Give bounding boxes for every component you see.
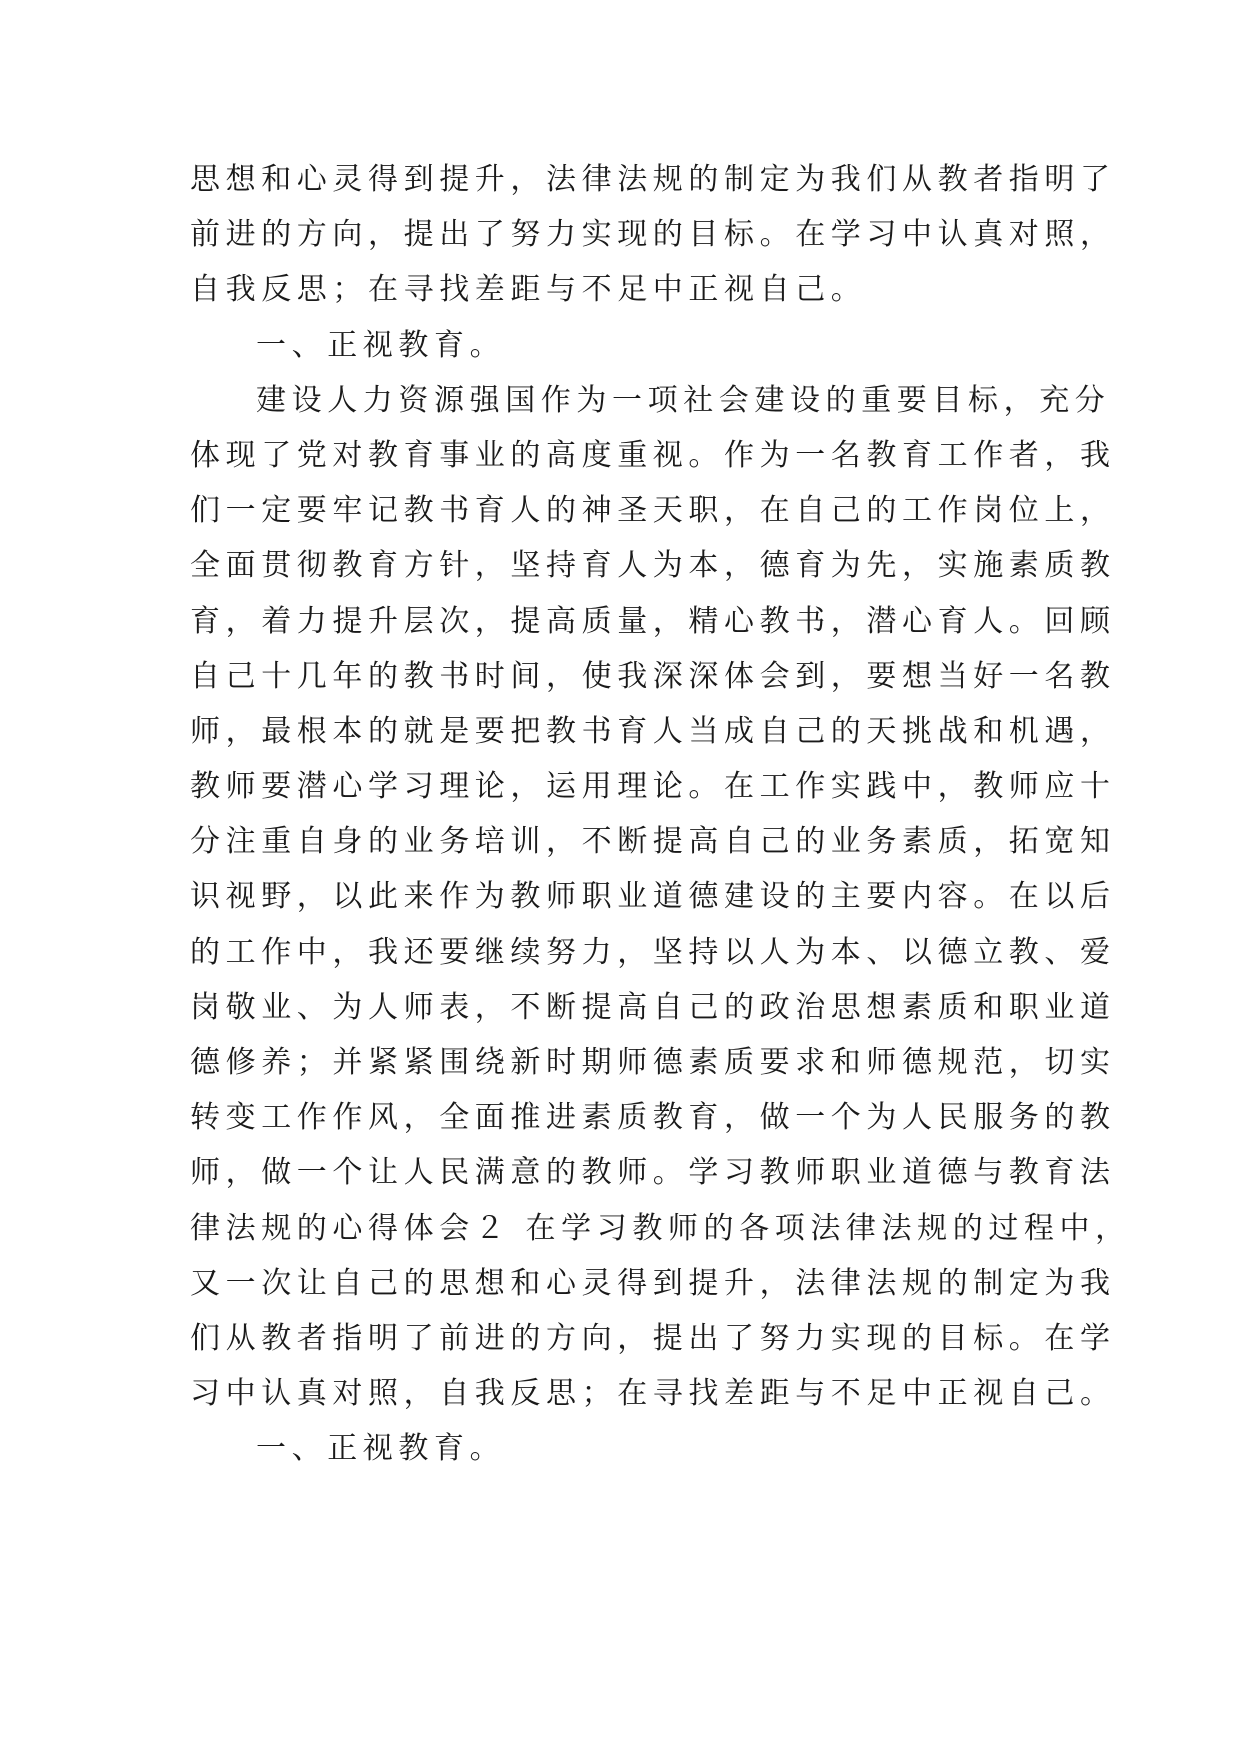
text-line: 分注重自身的业务培训，不断提高自己的业务素质，拓宽知 — [190, 824, 1116, 860]
text-line: 育，着力提升层次，提高质量，精心教书，潜心育人。回顾 — [190, 603, 1116, 639]
text-line: 识视野，以此来作为教师职业道德建设的主要内容。在以后 — [190, 879, 1116, 915]
text-line: 自己十几年的教书时间，使我深深体会到，要想当好一名教 — [190, 658, 1116, 694]
text-line: 们一定要牢记教书育人的神圣天职，在自己的工作岗位上， — [190, 493, 1116, 529]
text-line: 全面贯彻教育方针，坚持育人为本，德育为先，实施素质教 — [190, 548, 1116, 584]
text-line: 建设人力资源强国作为一项社会建设的重要目标，充分 — [256, 382, 1111, 418]
text-line: 教师要潜心学习理论，运用理论。在工作实践中，教师应十 — [190, 769, 1116, 805]
text-line: 转变工作作风，全面推进素质教育，做一个为人民服务的教 — [190, 1100, 1116, 1136]
text-line: 师，最根本的就是要把教书育人当成自己的天挑战和机遇， — [190, 713, 1116, 749]
section-heading: 一、正视教育。 — [256, 1431, 506, 1467]
text-line: 习中认真对照，自我反思；在寻找差距与不足中正视自己。 — [190, 1376, 1116, 1412]
text-line: 们从教者指明了前进的方向，提出了努力实现的目标。在学 — [190, 1320, 1116, 1356]
text-line: 师，做一个让人民满意的教师。学习教师职业道德与教育法 — [190, 1155, 1116, 1191]
text-line: 的工作中，我还要继续努力，坚持以人为本、以德立教、爱 — [190, 934, 1116, 970]
document-body — [190, 152, 1131, 1477]
text-line: 德修养；并紧紧围绕新时期师德素质要求和师德规范，切实 — [190, 1045, 1116, 1080]
text-line: 前进的方向，提出了努力实现的目标。在学习中认真对照， — [190, 217, 1116, 253]
text-line: 体现了党对教育事业的高度重视。作为一名教育工作者，我 — [190, 437, 1116, 473]
section-heading: 一、正视教育。 — [256, 327, 506, 363]
text-line: 思想和心灵得到提升，法律法规的制定为我们从教者指明了 — [190, 162, 1116, 197]
text-line: 律法规的心得体会２ 在学习教师的各项法律法规的过程中， — [190, 1210, 1131, 1246]
text-line: 又一次让自己的思想和心灵得到提升，法律法规的制定为我 — [190, 1265, 1116, 1301]
text-line: 自我反思；在寻找差距与不足中正视自己。 — [190, 272, 867, 308]
text-line: 岗敬业、为人师表，不断提高自己的政治思想素质和职业道 — [190, 989, 1116, 1025]
